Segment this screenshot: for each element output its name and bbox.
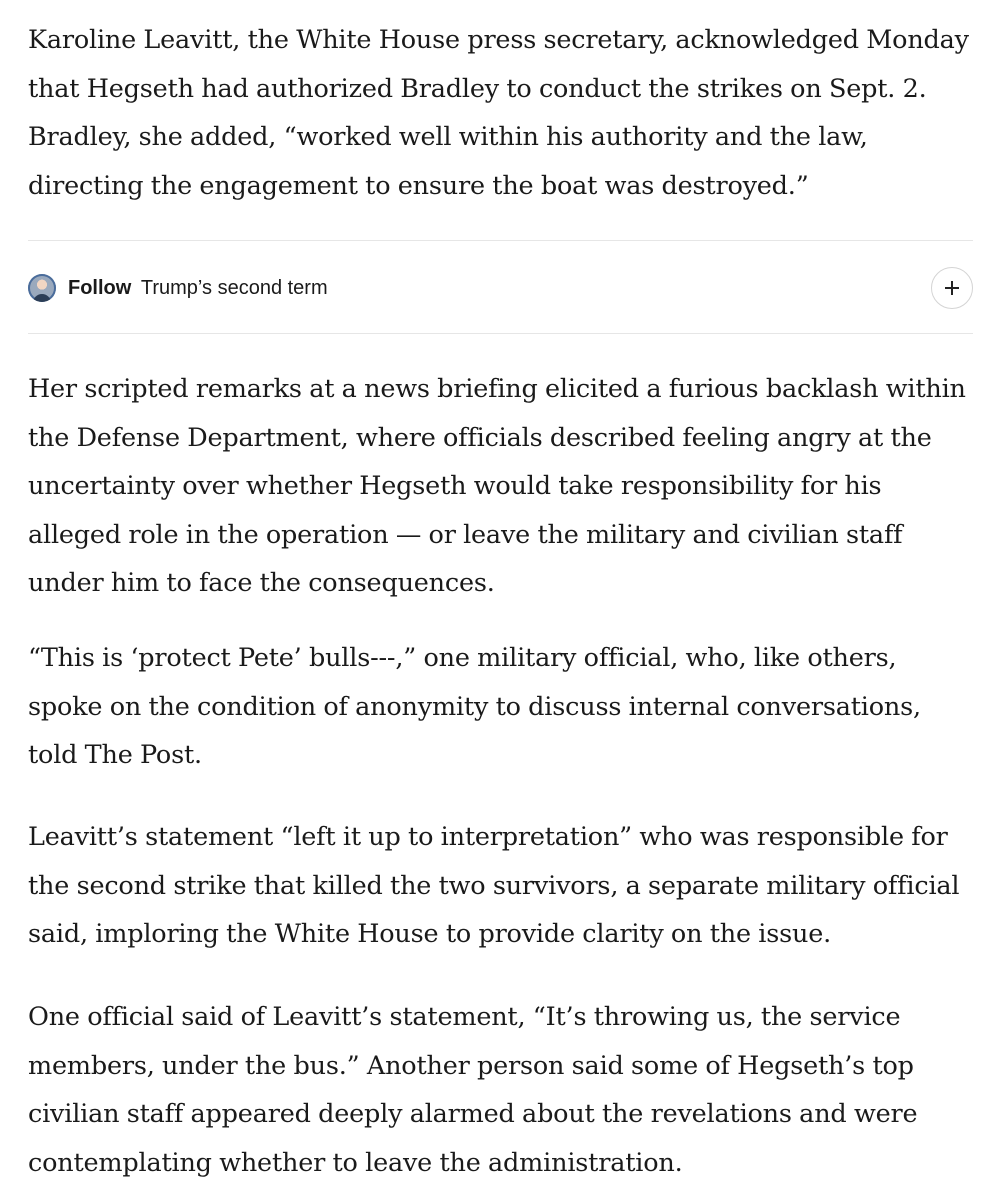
follow-add-button[interactable] xyxy=(931,267,973,309)
article-paragraph: “This is ‘protect Pete’ bulls---,” one military official, who, like others, spoke on the condition of anonymity to discuss internal conversations, told The Post. xyxy=(28,643,921,770)
follow-topic-link[interactable] xyxy=(68,274,328,302)
follow-label[interactable]: Follow xyxy=(68,277,132,299)
article-paragraph: Leavitt’s statement “left it up to interpretation” who was responsible for the second strike that killed the two survivors, a separate military official said, imploring the White House to provide clarity on the issue. xyxy=(28,822,960,949)
plus-icon xyxy=(945,281,959,295)
article-paragraph: One official said of Leavitt’s statement, “It’s throwing us, the service members, under the bus.” Another person said some of Hegseth’s top civilian staff appeared deeply alarmed about the revelations and were contemplating whether to leave the administration. xyxy=(28,1002,918,1178)
article-paragraph: Karoline Leavitt, the White House press secretary, acknowledged Monday that Hegseth had authorized Bradley to conduct the strikes on Sept. 2. Bradley, she added, “worked well within his authority and the law, directing the engagement to ensure the boat was destroyed.” xyxy=(28,25,969,201)
article-paragraph: Her scripted remarks at a news briefing elicited a furious backlash within the Defense Department, where officials described feeling angry at the uncertainty over whether Hegseth would take responsibility for his alleged role in the operation — or leave the military and civilian staff under him to face the consequences. xyxy=(28,374,966,598)
portrait-avatar-icon xyxy=(28,274,56,302)
follow-topic-bar xyxy=(28,240,973,334)
topic-label[interactable]: Trump’s second term xyxy=(140,277,328,299)
